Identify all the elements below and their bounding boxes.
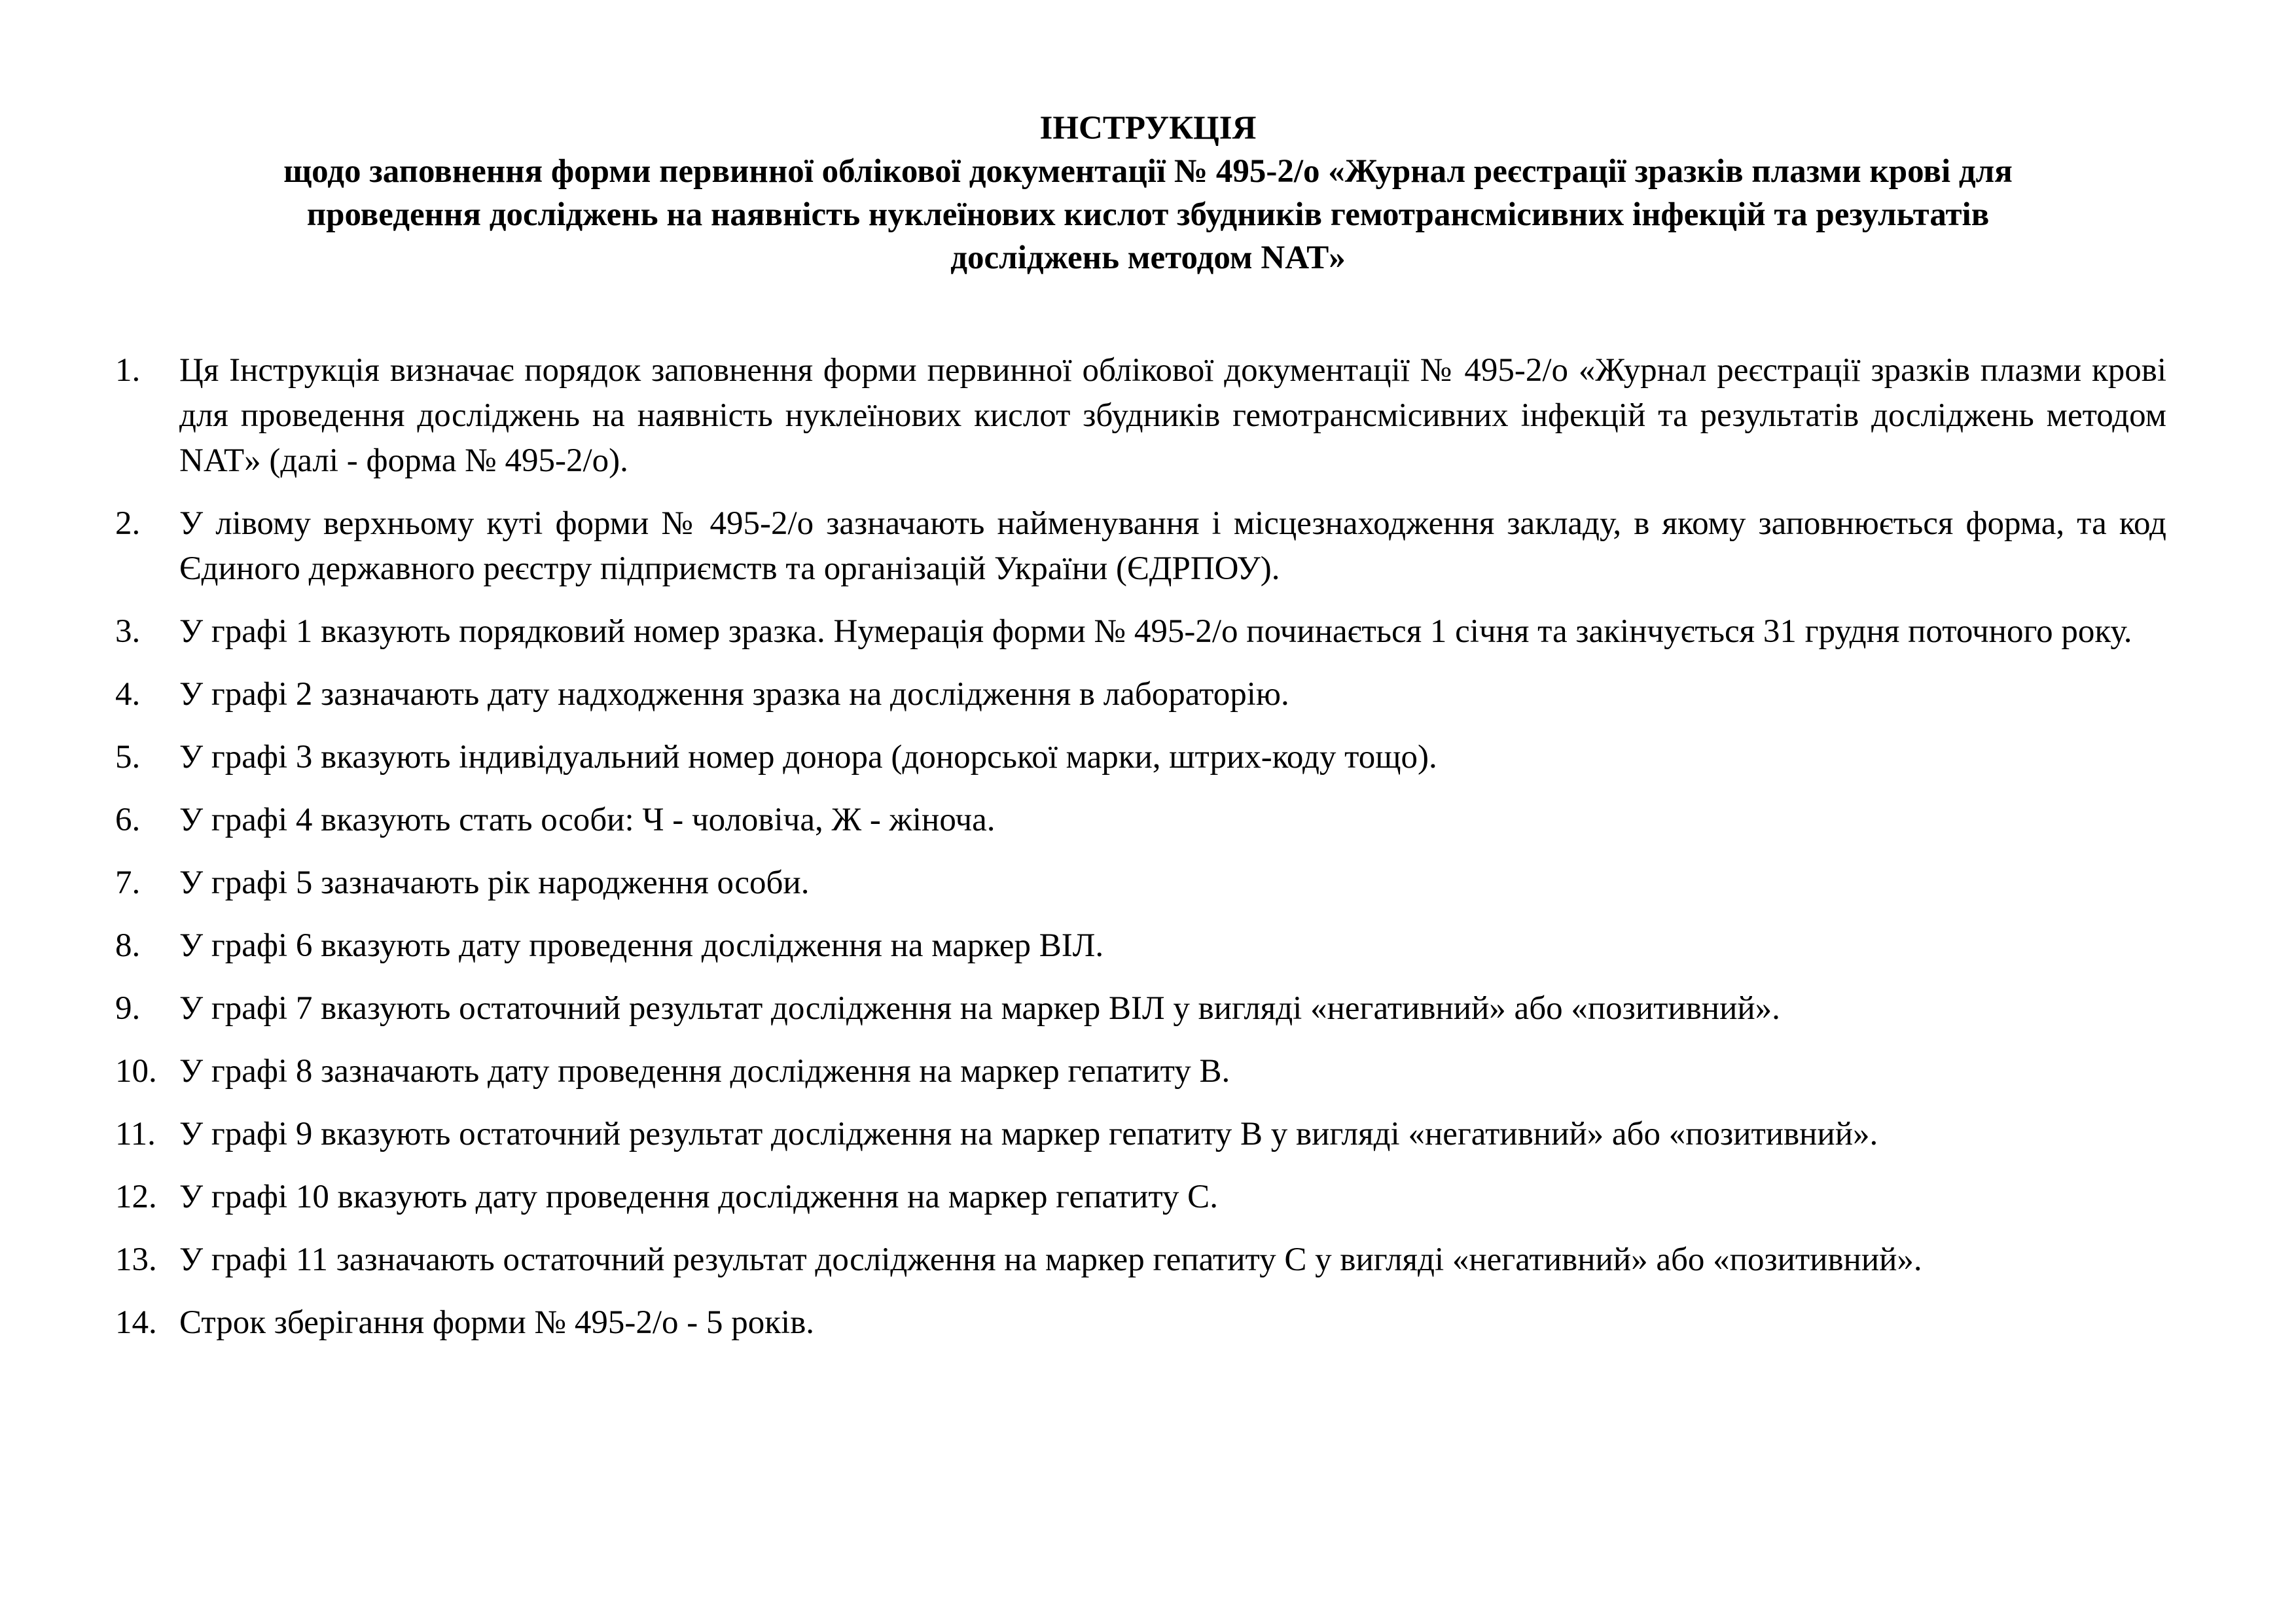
list-item-text: У графі 11 зазначають остаточний результат дослідження на маркер гепатиту С у вигляді «негативний» або «позитивний». [179,1241,1922,1278]
list-item-text: Строк зберігання форми № 495-2/о - 5 років. [179,1304,815,1341]
list-item [115,609,2166,654]
list-item-text: У графі 6 вказують дату проведення дослідження на маркер ВІЛ. [179,927,1104,964]
list-item [115,923,2166,969]
list-item [115,1238,2166,1283]
list-item-text: У графі 7 вказують остаточний результат дослідження на маркер ВІЛ у вигляді «негативний» або «позитивний». [179,990,1780,1027]
document-subtitle-line-2: проведення досліджень на наявність нуклеїнових кислот збудників гемотрансмісивних інфекцій та результатів [306,196,1990,233]
list-item-number: 13. [115,1241,157,1278]
list-item [115,735,2166,780]
list-item-text: У графі 8 зазначають дату проведення дослідження на маркер гепатиту В. [179,1053,1230,1090]
list-item [115,672,2166,717]
list-item [115,798,2166,843]
list-item-number: 3. [115,613,141,650]
list-item-text: У графі 10 вказують дату проведення дослідження на маркер гепатиту С. [179,1179,1218,1215]
list-item [115,1300,2166,1346]
document-header [118,107,2178,279]
list-item [115,1112,2166,1157]
list-item-number: 5. [115,739,141,776]
list-item-number: 9. [115,990,141,1027]
list-item-number: 12. [115,1179,157,1215]
list-item-number: 6. [115,802,141,838]
list-item-number: 10. [115,1053,157,1090]
list-item-text: У графі 1 вказують порядковий номер зразка. Нумерація форми № 495-2/о починається 1 січня та закінчується 31 грудня поточного року. [179,613,2132,650]
list-item [115,1049,2166,1094]
list-item-text: У графі 5 зазначають рік народження особи. [179,865,810,901]
list-item [115,501,2166,592]
list-item-number: 2. [115,505,141,542]
list-item-number: 8. [115,927,141,964]
document-subtitle-line-3: досліджень методом NAT» [950,240,1346,276]
document-subtitle-line-1: щодо заповнення форми первинної облікової документації № 495-2/о «Журнал реєстрації зразків плазми крові для [283,153,2013,190]
list-item [115,986,2166,1031]
instruction-list [115,348,2166,1363]
list-item-number: 11. [115,1116,156,1152]
list-item [115,348,2166,484]
list-item-number: 14. [115,1304,157,1341]
list-item-text: Ця Інструкція визначає порядок заповнення форми первинної облікової документації № 495-2/о «Журнал реєстрації зразків плазми крові для проведення досліджень на наявність нуклеїнових кислот збудників гемотрансмісивних інфекцій та результатів досліджень методом NAT» (далі - форма № 495-2/о). [179,352,2166,479]
list-item-number: 7. [115,865,141,901]
list-item-text: У графі 3 вказують індивідуальний номер донора (донорської марки, штрих-коду тощо). [179,739,1437,776]
list-item-number: 4. [115,676,141,713]
list-item-text: У лівому верхньому куті форми № 495-2/о зазначають найменування і місцезнаходження закладу, в якому заповнюється форма, та код Єдиного державного реєстру підприємств та організацій України (ЄДРПОУ). [179,505,2166,587]
list-item-text: У графі 2 зазначають дату надходження зразка на дослідження в лабораторію. [179,676,1289,713]
list-item [115,861,2166,906]
list-item [115,1175,2166,1220]
list-item-text: У графі 4 вказують стать особи: Ч - чоловіча, Ж - жіноча. [179,802,996,838]
document-title: ІНСТРУКЦІЯ [1039,110,1257,147]
list-item-text: У графі 9 вказують остаточний результат дослідження на маркер гепатиту В у вигляді «негативний» або «позитивний». [179,1116,1878,1152]
list-item-number: 1. [115,352,141,389]
